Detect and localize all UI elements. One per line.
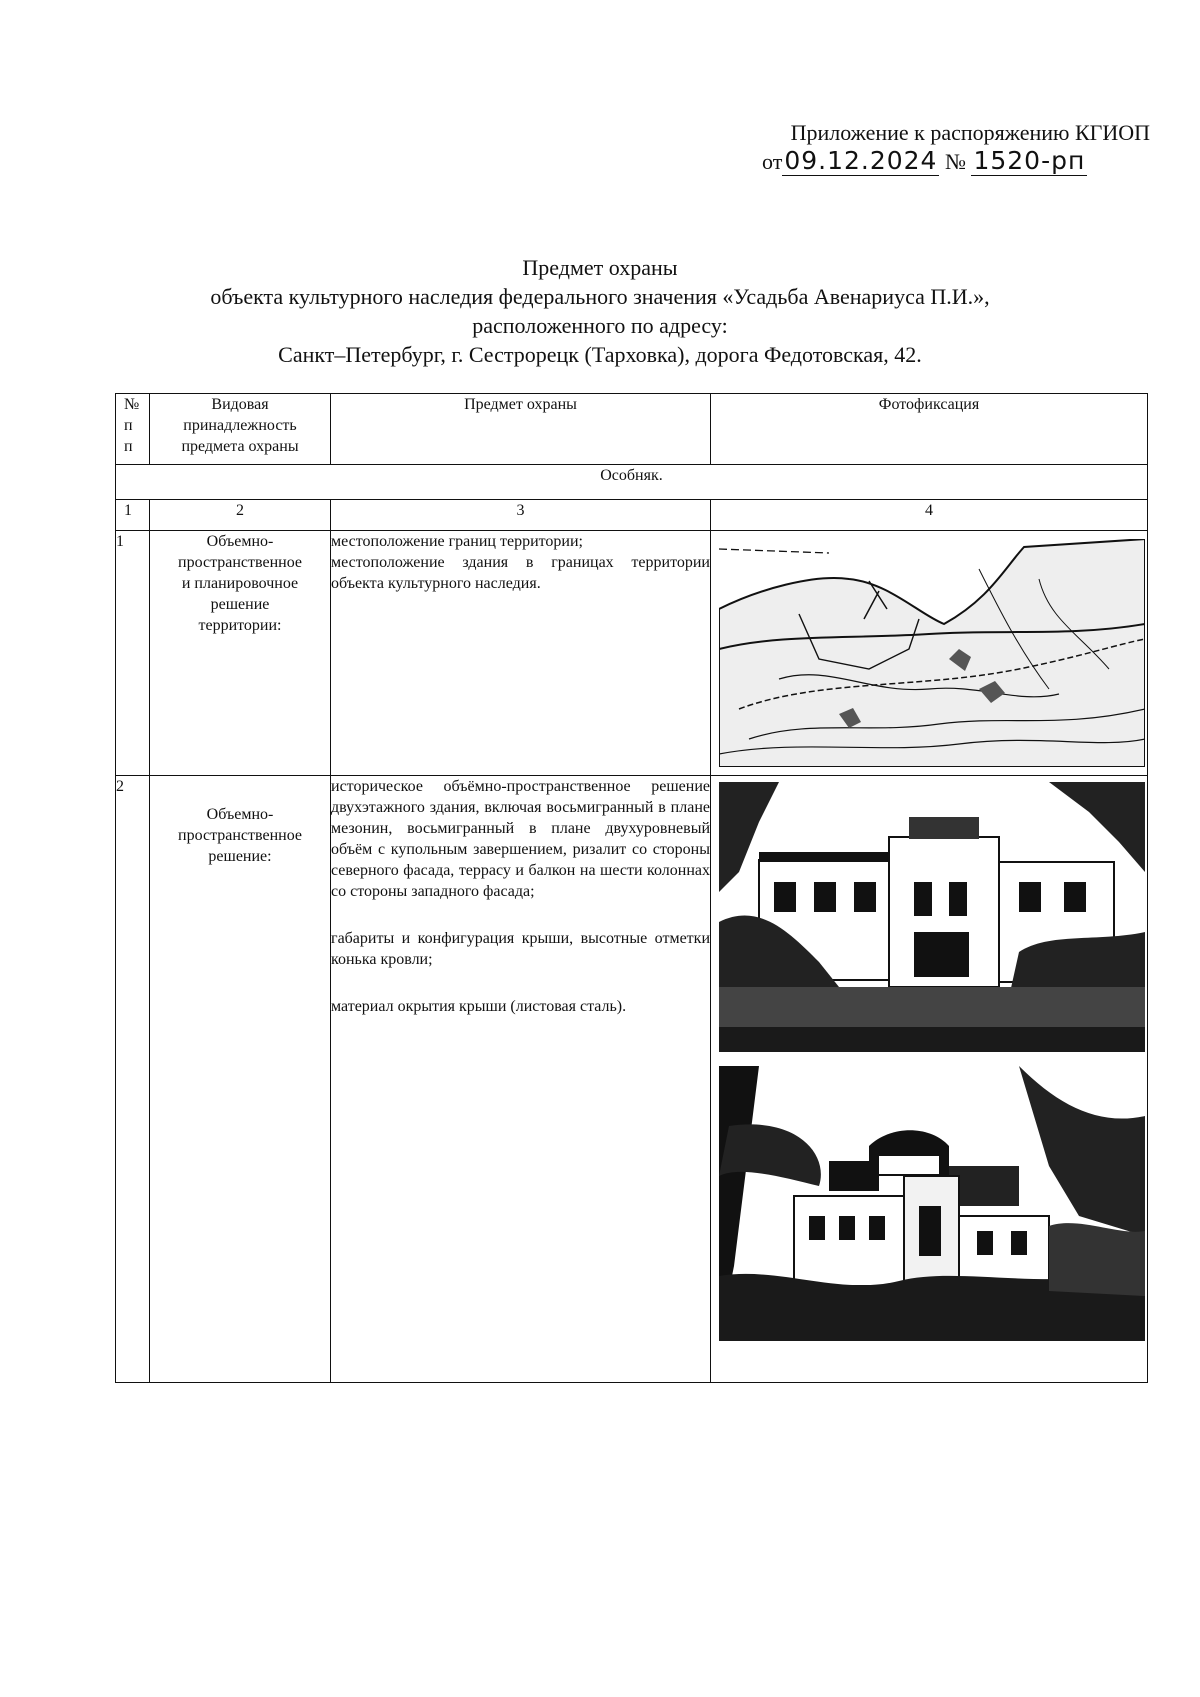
header-number-line: п: [124, 438, 133, 455]
protection-table: [115, 393, 1148, 1383]
column-number: 4: [711, 500, 1148, 531]
header-kind-line: принадлежность: [183, 417, 297, 434]
row-kind: [150, 776, 331, 1383]
kind-line: пространственное: [178, 554, 302, 571]
row-kind: [150, 531, 331, 776]
section-title: Особняк.: [116, 465, 1148, 500]
row-subject: [331, 531, 711, 776]
heading-line-1: Предмет охраны: [522, 255, 678, 280]
date-prefix: от: [762, 149, 783, 174]
kind-line: и планировочное: [181, 575, 299, 592]
building-photo-dome: [719, 1066, 1145, 1341]
column-number: 2: [150, 500, 331, 531]
section-row: [116, 465, 1148, 500]
heading-line-3: расположенного по адресу:: [472, 313, 728, 338]
row-number: 2: [116, 776, 150, 1383]
heading-line-2: объекта культурного наследия федерального значения «Усадьба Авенариуса П.И.»,: [210, 284, 990, 309]
table-header-row: [116, 394, 1148, 465]
document-heading: [140, 253, 1060, 369]
subject-text: местоположение границ территории;: [331, 533, 583, 550]
kind-line: Объемно-: [206, 533, 274, 550]
appendix-date-number: [700, 148, 1170, 175]
kind-line: решение: [210, 596, 270, 613]
subject-paragraph: историческое объёмно-пространственное решение двухэтажного здания, включая восьмигранный в плане мезонин, восьмигранный в плане двухуровневый объём с купольным завершением, ризалит со стороны северного фасада, террасу и балкон на шести колоннах со стороны западного фасада;: [331, 778, 710, 900]
appendix-title: Приложение к распоряжению КГИОП: [790, 120, 1150, 145]
column-numbers-row: [116, 500, 1148, 531]
header-kind-line: Видовая: [211, 396, 269, 413]
kind-line: пространственное: [178, 827, 302, 844]
table-row: [116, 776, 1148, 1383]
handwritten-number: 1520-рп: [973, 146, 1086, 175]
handwritten-date: 09.12.2024: [784, 146, 938, 175]
row-number: 1: [116, 531, 150, 776]
kind-line: территории:: [198, 617, 282, 634]
heading-line-4: Санкт–Петербург, г. Сестрорецк (Тарховка), дорога Федотовская, 42.: [278, 342, 922, 367]
subject-text: местоположение здания в границах территории объекта культурного наследия.: [331, 554, 710, 592]
subject-paragraph: габариты и конфигурация крыши, высотные отметки конька кровли;: [331, 930, 710, 968]
header-number-line: п: [124, 417, 133, 434]
header-number-line: №: [124, 396, 140, 413]
header-kind-line: предмета охраны: [181, 438, 299, 455]
subject-paragraph: материал окрытия крыши (листовая сталь).: [331, 998, 627, 1015]
column-number: 3: [331, 500, 711, 531]
row-subject: [331, 776, 711, 1383]
kind-line: решение:: [208, 848, 272, 865]
column-number: 1: [116, 500, 150, 531]
header-kind: [150, 394, 331, 465]
appendix-block: [700, 120, 1170, 175]
kind-line: Объемно-: [206, 806, 274, 823]
row-photo: [711, 531, 1148, 776]
table-row: [116, 531, 1148, 776]
header-subject: Предмет охраны: [331, 394, 711, 465]
header-number: [116, 394, 150, 465]
number-prefix: №: [944, 149, 966, 174]
row-photo: [711, 776, 1148, 1383]
building-photo-facade: [719, 782, 1145, 1052]
header-photo: Фотофиксация: [711, 394, 1148, 465]
territory-map-image: [719, 539, 1145, 767]
